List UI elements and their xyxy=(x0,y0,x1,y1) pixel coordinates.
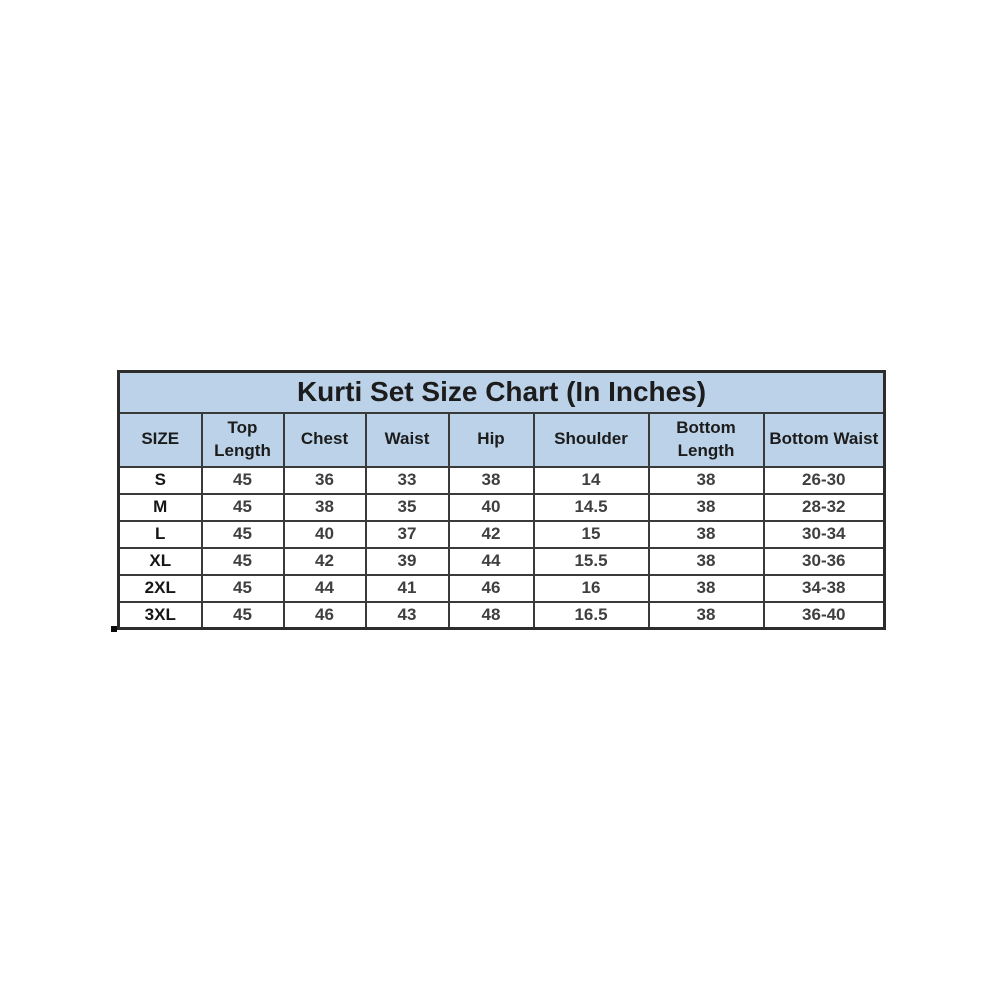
cell-bottom-length: 38 xyxy=(649,467,764,494)
table-row-m xyxy=(119,494,885,521)
col-header-bottom-waist: Bottom Waist xyxy=(764,413,885,467)
cell-top-length: 45 xyxy=(202,602,284,629)
cell-top-length: 45 xyxy=(202,521,284,548)
cell-hip: 46 xyxy=(449,575,534,602)
table-row-l xyxy=(119,521,885,548)
cell-shoulder: 16 xyxy=(534,575,649,602)
cell-top-length: 45 xyxy=(202,575,284,602)
cell-shoulder: 15.5 xyxy=(534,548,649,575)
cell-hip: 38 xyxy=(449,467,534,494)
chart-title: Kurti Set Size Chart (In Inches) xyxy=(119,372,885,413)
cell-bottom-waist: 30-34 xyxy=(764,521,885,548)
cell-bottom-waist: 26-30 xyxy=(764,467,885,494)
col-header-shoulder: Shoulder xyxy=(534,413,649,467)
cell-size: L xyxy=(119,521,202,548)
title-row xyxy=(119,372,885,413)
col-header-size: SIZE xyxy=(119,413,202,467)
cell-chest: 42 xyxy=(284,548,366,575)
cell-shoulder: 14 xyxy=(534,467,649,494)
cell-bottom-length: 38 xyxy=(649,521,764,548)
cell-size: M xyxy=(119,494,202,521)
cell-bottom-waist: 34-38 xyxy=(764,575,885,602)
table-row-xl xyxy=(119,548,885,575)
cell-shoulder: 14.5 xyxy=(534,494,649,521)
cell-size: 3XL xyxy=(119,602,202,629)
cell-chest: 44 xyxy=(284,575,366,602)
cell-chest: 46 xyxy=(284,602,366,629)
cell-hip: 44 xyxy=(449,548,534,575)
col-header-waist: Waist xyxy=(366,413,449,467)
cell-waist: 43 xyxy=(366,602,449,629)
cell-bottom-length: 38 xyxy=(649,575,764,602)
cell-waist: 35 xyxy=(366,494,449,521)
cell-shoulder: 16.5 xyxy=(534,602,649,629)
cell-waist: 37 xyxy=(366,521,449,548)
cell-hip: 42 xyxy=(449,521,534,548)
cell-bottom-waist: 36-40 xyxy=(764,602,885,629)
size-chart-table xyxy=(117,370,886,630)
cell-waist: 39 xyxy=(366,548,449,575)
cell-bottom-waist: 28-32 xyxy=(764,494,885,521)
table-anchor-mark xyxy=(111,626,117,632)
table-row-s xyxy=(119,467,885,494)
cell-bottom-length: 38 xyxy=(649,548,764,575)
col-header-chest: Chest xyxy=(284,413,366,467)
cell-top-length: 45 xyxy=(202,548,284,575)
table-row-3xl xyxy=(119,602,885,629)
cell-chest: 40 xyxy=(284,521,366,548)
table-row-2xl xyxy=(119,575,885,602)
cell-size: 2XL xyxy=(119,575,202,602)
col-header-hip: Hip xyxy=(449,413,534,467)
cell-size: XL xyxy=(119,548,202,575)
cell-waist: 41 xyxy=(366,575,449,602)
cell-top-length: 45 xyxy=(202,467,284,494)
cell-waist: 33 xyxy=(366,467,449,494)
cell-chest: 38 xyxy=(284,494,366,521)
cell-hip: 40 xyxy=(449,494,534,521)
cell-chest: 36 xyxy=(284,467,366,494)
cell-bottom-length: 38 xyxy=(649,602,764,629)
cell-hip: 48 xyxy=(449,602,534,629)
cell-bottom-waist: 30-36 xyxy=(764,548,885,575)
cell-top-length: 45 xyxy=(202,494,284,521)
cell-size: S xyxy=(119,467,202,494)
col-header-top-length: Top Length xyxy=(202,413,284,467)
cell-bottom-length: 38 xyxy=(649,494,764,521)
cell-shoulder: 15 xyxy=(534,521,649,548)
column-header-row xyxy=(119,413,885,467)
col-header-bottom-length: Bottom Length xyxy=(649,413,764,467)
